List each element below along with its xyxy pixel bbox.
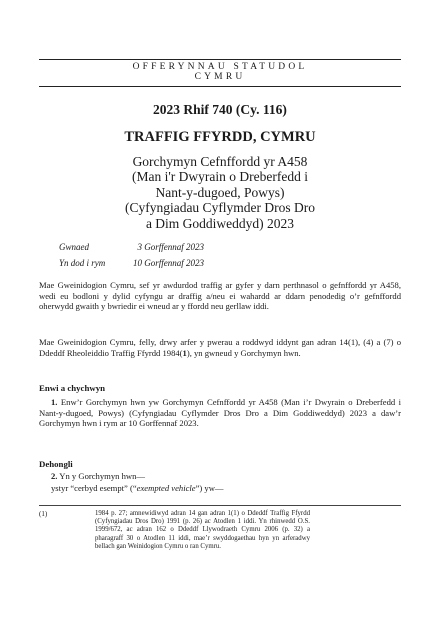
definition-exempted-vehicle xyxy=(51,483,401,494)
header-bottom-rule xyxy=(39,86,401,87)
force-label: Yn dod i rym xyxy=(59,258,106,268)
title-line: a Dim Goddiweddyd) 2023 xyxy=(145,215,295,231)
title-line: Gorchymyn Cefnffordd yr A458 xyxy=(132,154,308,169)
instrument-number: 2023 Rhif 740 (Cy. 116) xyxy=(153,102,287,117)
preamble-paragraph-2 xyxy=(39,337,401,358)
definition-english-term: exempted vehicle xyxy=(136,483,196,493)
footnote-reference[interactable]: 1 xyxy=(182,347,187,358)
definition-text: ystyr “cerbyd esempt” (“ xyxy=(51,483,137,493)
title-line: Nant-y-dugoed, Powys) xyxy=(155,184,285,200)
article-2-number: 2. xyxy=(51,471,58,481)
article-2 xyxy=(39,471,401,482)
made-label: Gwnaed xyxy=(59,242,89,252)
article-2-text: Yn y Gorchymyn hwn— xyxy=(57,471,145,481)
title-line: (Man i'r Dwyrain o Dreberfedd i xyxy=(132,169,308,185)
preamble-2-tail: ), yn gwneud y Gorchymyn hwn. xyxy=(186,347,301,358)
instrument-subject: TRAFFIG FFYRDD, CYMRU xyxy=(124,129,316,145)
article-1 xyxy=(39,397,401,429)
series-title: OFFERYNNAU STATUDOL xyxy=(132,62,308,72)
title-line: (Cyfyngiadau Cyflymder Dros Dro xyxy=(124,200,316,216)
article-1-number: 1. xyxy=(51,397,58,407)
footnote-text: 1984 p. 27; amnewidiwyd adran 14 gan adran 1(1) o Ddeddf Traffig Ffyrdd (Cyfyngiadau Dros Dro) 1991 (p. 26) ac Atodlen 1 iddi. Yn rhinwedd O.S. 1999/672, ac adran 162 o Ddeddf Llywodraeth Cymru 2006 (p. 32) a pharagraff 30 o Atodlen 11 iddi, mae’r swyddogaethau hyn yn arferadwy bellach gan Weinidogion Cymru o ran Cymru. xyxy=(95,510,310,550)
header-top-rule xyxy=(39,59,401,60)
definition-tail: ”) yw— xyxy=(195,483,224,493)
article-1-text: Enw’r Gorchymyn hwn yw Gorchymyn Cefnffordd yr A458 (Man i’r Dwyrain o Dreberfedd i Nant-y-dugoed, Powys) (Cyfyngiadau Cyflymder Dros Dro a Dim Goddiweddyd) 2023 a daw’r Gorchymyn hwn i rym ar 10 Gorffennaf 2023. xyxy=(39,397,401,428)
instrument-title xyxy=(39,154,401,231)
force-value: 10 Gorffennaf 2023 xyxy=(133,258,204,268)
made-value: 3 Gorffennaf 2023 xyxy=(137,242,204,252)
preamble-paragraph-1: Mae Gweinidogion Cymru, sef yr awdurdod traffig ar gyfer y darn perthnasol o gefnffordd yr A458, wedi eu bodloni y dylid cyfyngu ar draffig a/neu ei wahardd ar ddarn penodedig o’r gefnffordd oherwydd gwaith y bwriedir ei wneud ar y ffordd neu gerllaw iddi. xyxy=(39,280,401,311)
section-heading-citation: Enwi a chychwyn xyxy=(39,383,105,393)
section-heading-interpretation: Dehongli xyxy=(39,459,73,469)
footnote-mark: (1) xyxy=(39,510,48,518)
preamble-2-text: Mae Gweinidogion Cymru, felly, drwy arfer y pwerau a roddwyd iddynt gan adran 14(1), (4) a (7) o Ddeddf Rheoleiddio Traffig Ffyrdd 1984( xyxy=(39,337,401,358)
series-subtitle: CYMRU xyxy=(194,72,246,82)
footnote-rule xyxy=(39,505,401,506)
